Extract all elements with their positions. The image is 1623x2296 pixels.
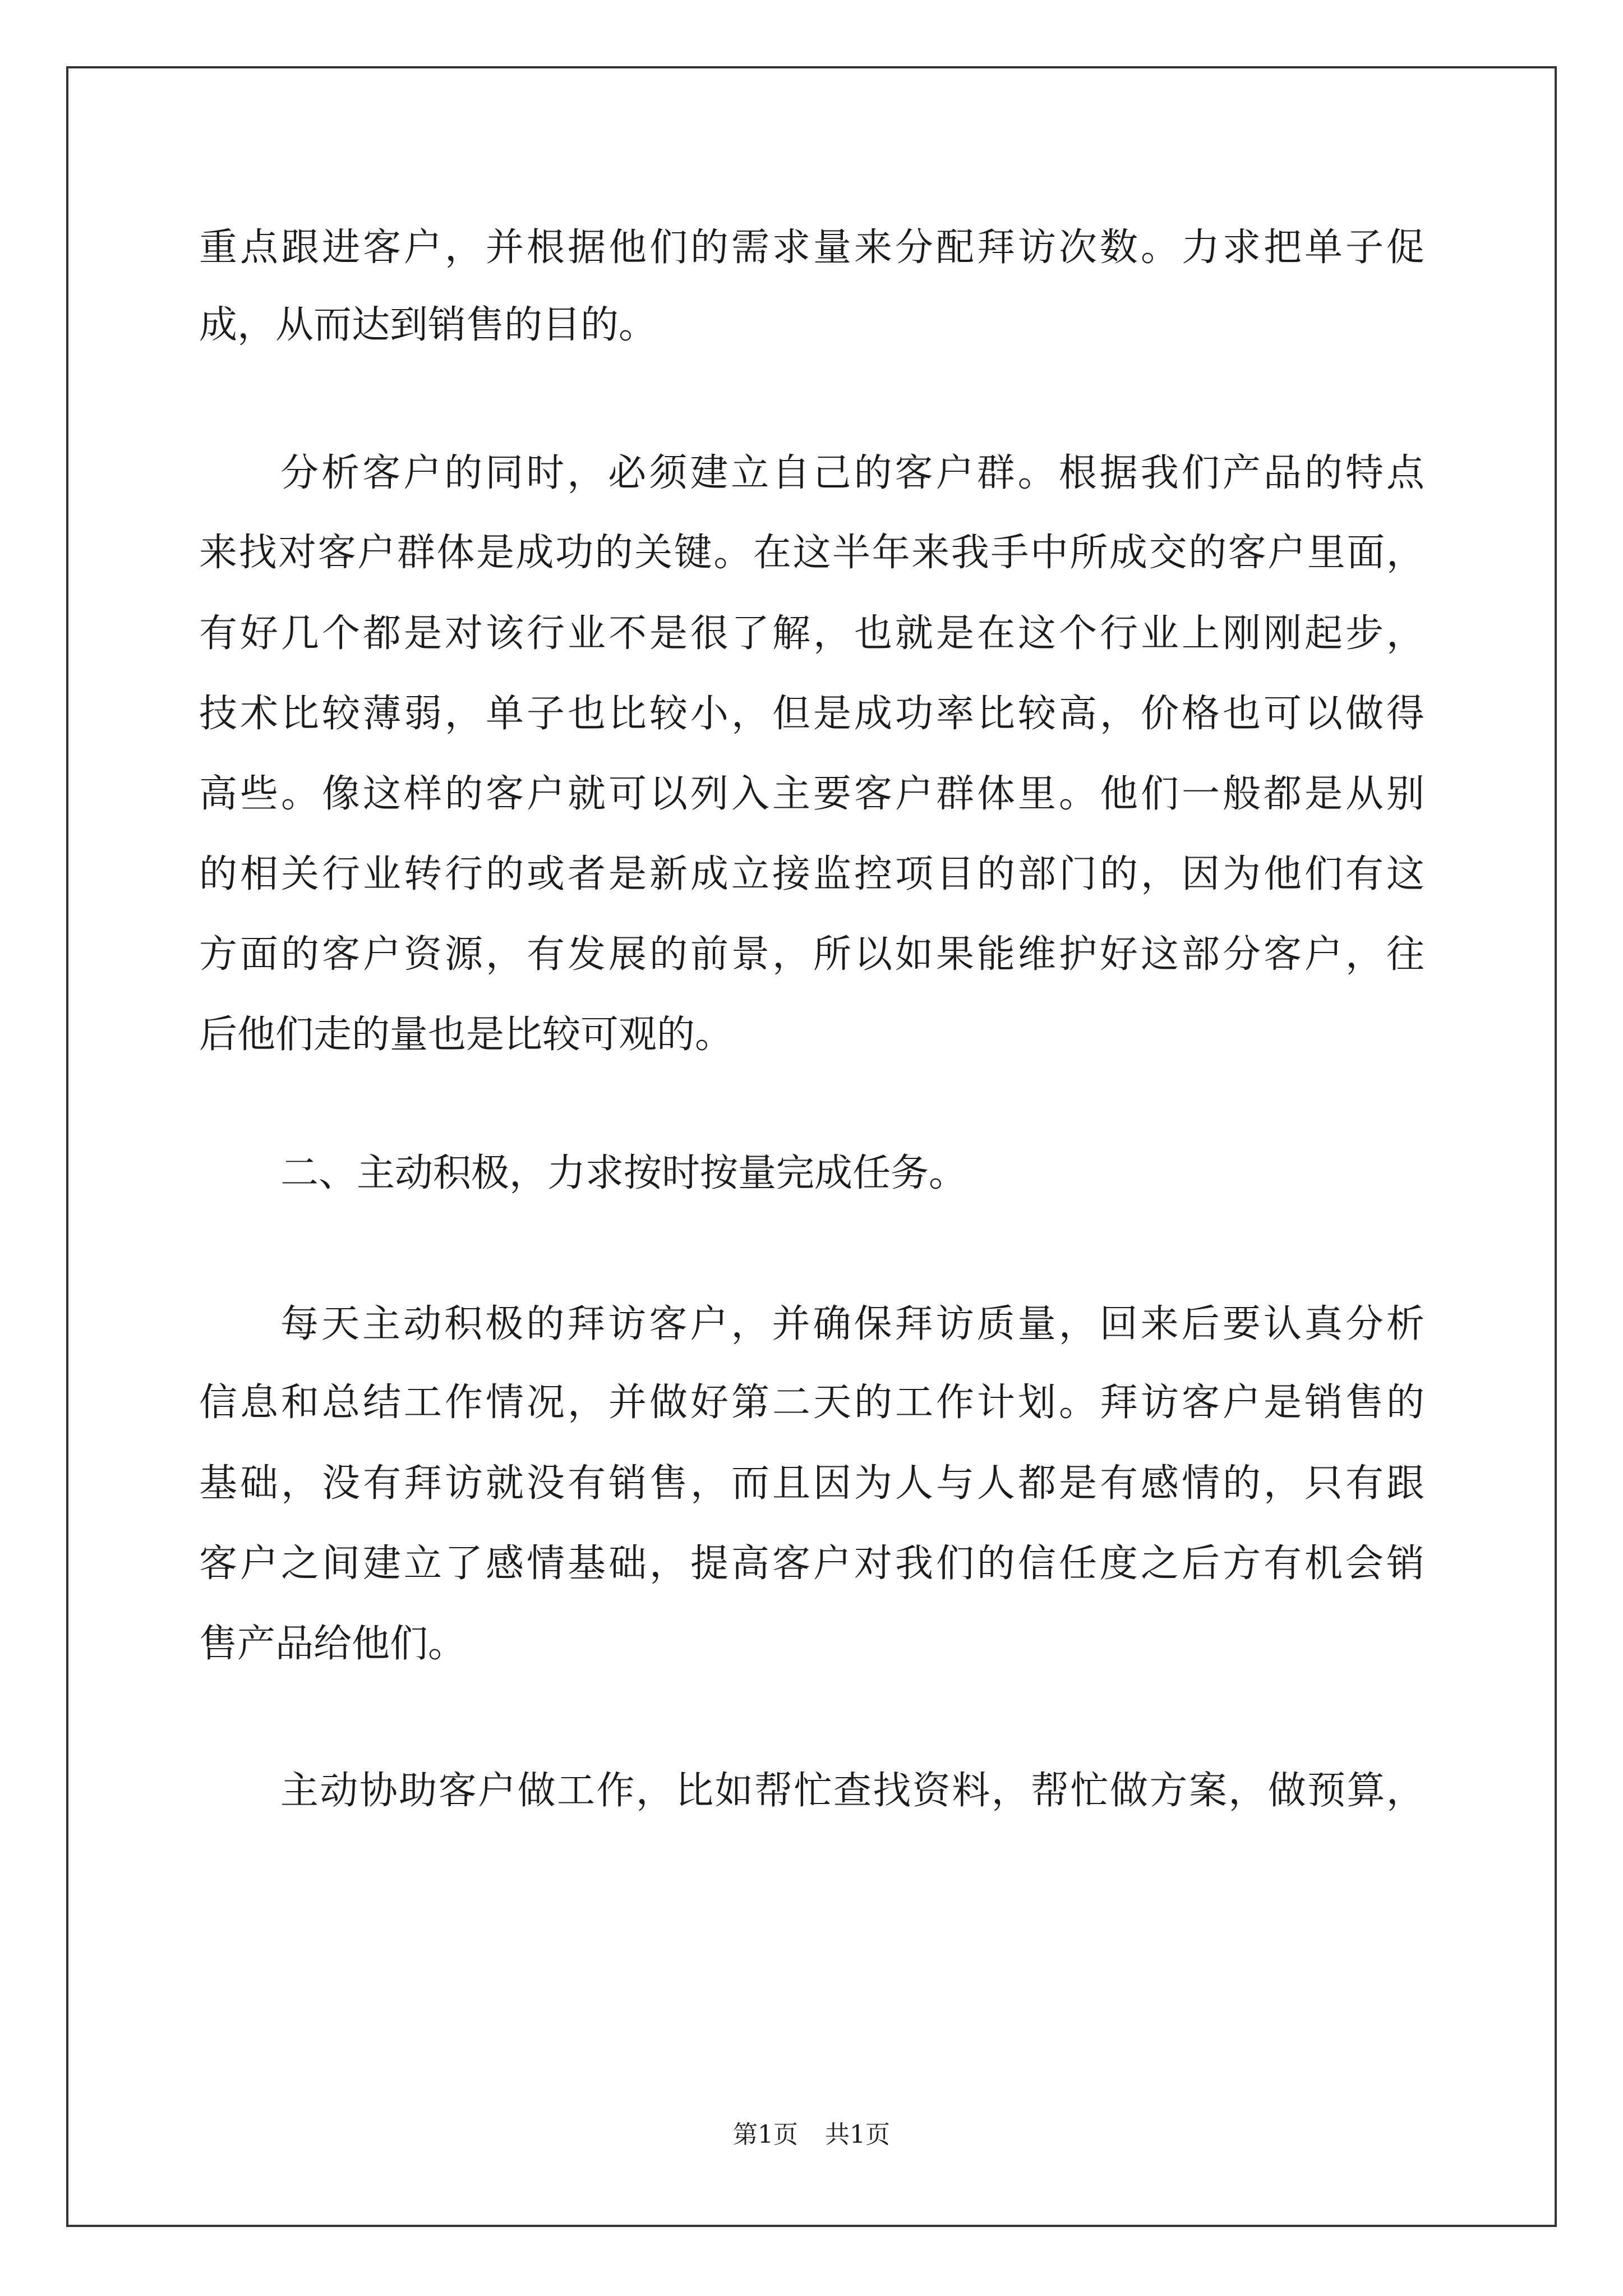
text-line: 方面的客户资源，有发展的前景，所以如果能维护好这部分客户，往 bbox=[199, 932, 1424, 977]
text-line: 信息和总结工作情况，并做好第二天的工作计划。拜访客户是销售的 bbox=[199, 1381, 1424, 1425]
page-footer bbox=[0, 2119, 1623, 2151]
page-number-total: 共1页 bbox=[825, 2120, 890, 2149]
text-line: 客户之间建立了感情基础，提高客户对我们的信任度之后方有机会销 bbox=[199, 1542, 1424, 1586]
text-line: 基础，没有拜访就没有销售，而且因为人与人都是有感情的，只有跟 bbox=[199, 1461, 1424, 1506]
text-line: 技术比较薄弱，单子也比较小，但是成功率比较高，价格也可以做得 bbox=[199, 692, 1424, 736]
text-line: 每天主动积极的拜访客户，并确保拜访质量，回来后要认真分析 bbox=[280, 1302, 1424, 1346]
text-line: 售产品给他们。 bbox=[199, 1622, 467, 1666]
page-border bbox=[66, 66, 1557, 2227]
text-line: 成，从而达到销售的目的。 bbox=[199, 303, 657, 347]
text-line: 重点跟进客户，并根据他们的需求量来分配拜访次数。力求把单子促 bbox=[199, 226, 1424, 270]
text-line: 来找对客户群体是成功的关键。在这半年来我手中所成交的客户里面， bbox=[199, 531, 1424, 575]
text-line: 有好几个都是对该行业不是很了解，也就是在这个行业上刚刚起步， bbox=[199, 611, 1424, 656]
text-line: 主动协助客户做工作，比如帮忙查找资料，帮忙做方案，做预算， bbox=[280, 1769, 1424, 1813]
page-number-current: 第1页 bbox=[733, 2120, 798, 2149]
text-line: 的相关行业转行的或者是新成立接监控项目的部门的，因为他们有这 bbox=[199, 852, 1424, 896]
text-line: 后他们走的量也是比较可观的。 bbox=[199, 1013, 734, 1057]
text-line: 分析客户的同时，必须建立自己的客户群。根据我们产品的特点 bbox=[280, 451, 1424, 495]
section-heading: 二、主动积极，力求按时按量完成任务。 bbox=[280, 1151, 967, 1195]
text-line: 高些。像这样的客户就可以列入主要客户群体里。他们一般都是从别 bbox=[199, 772, 1424, 816]
